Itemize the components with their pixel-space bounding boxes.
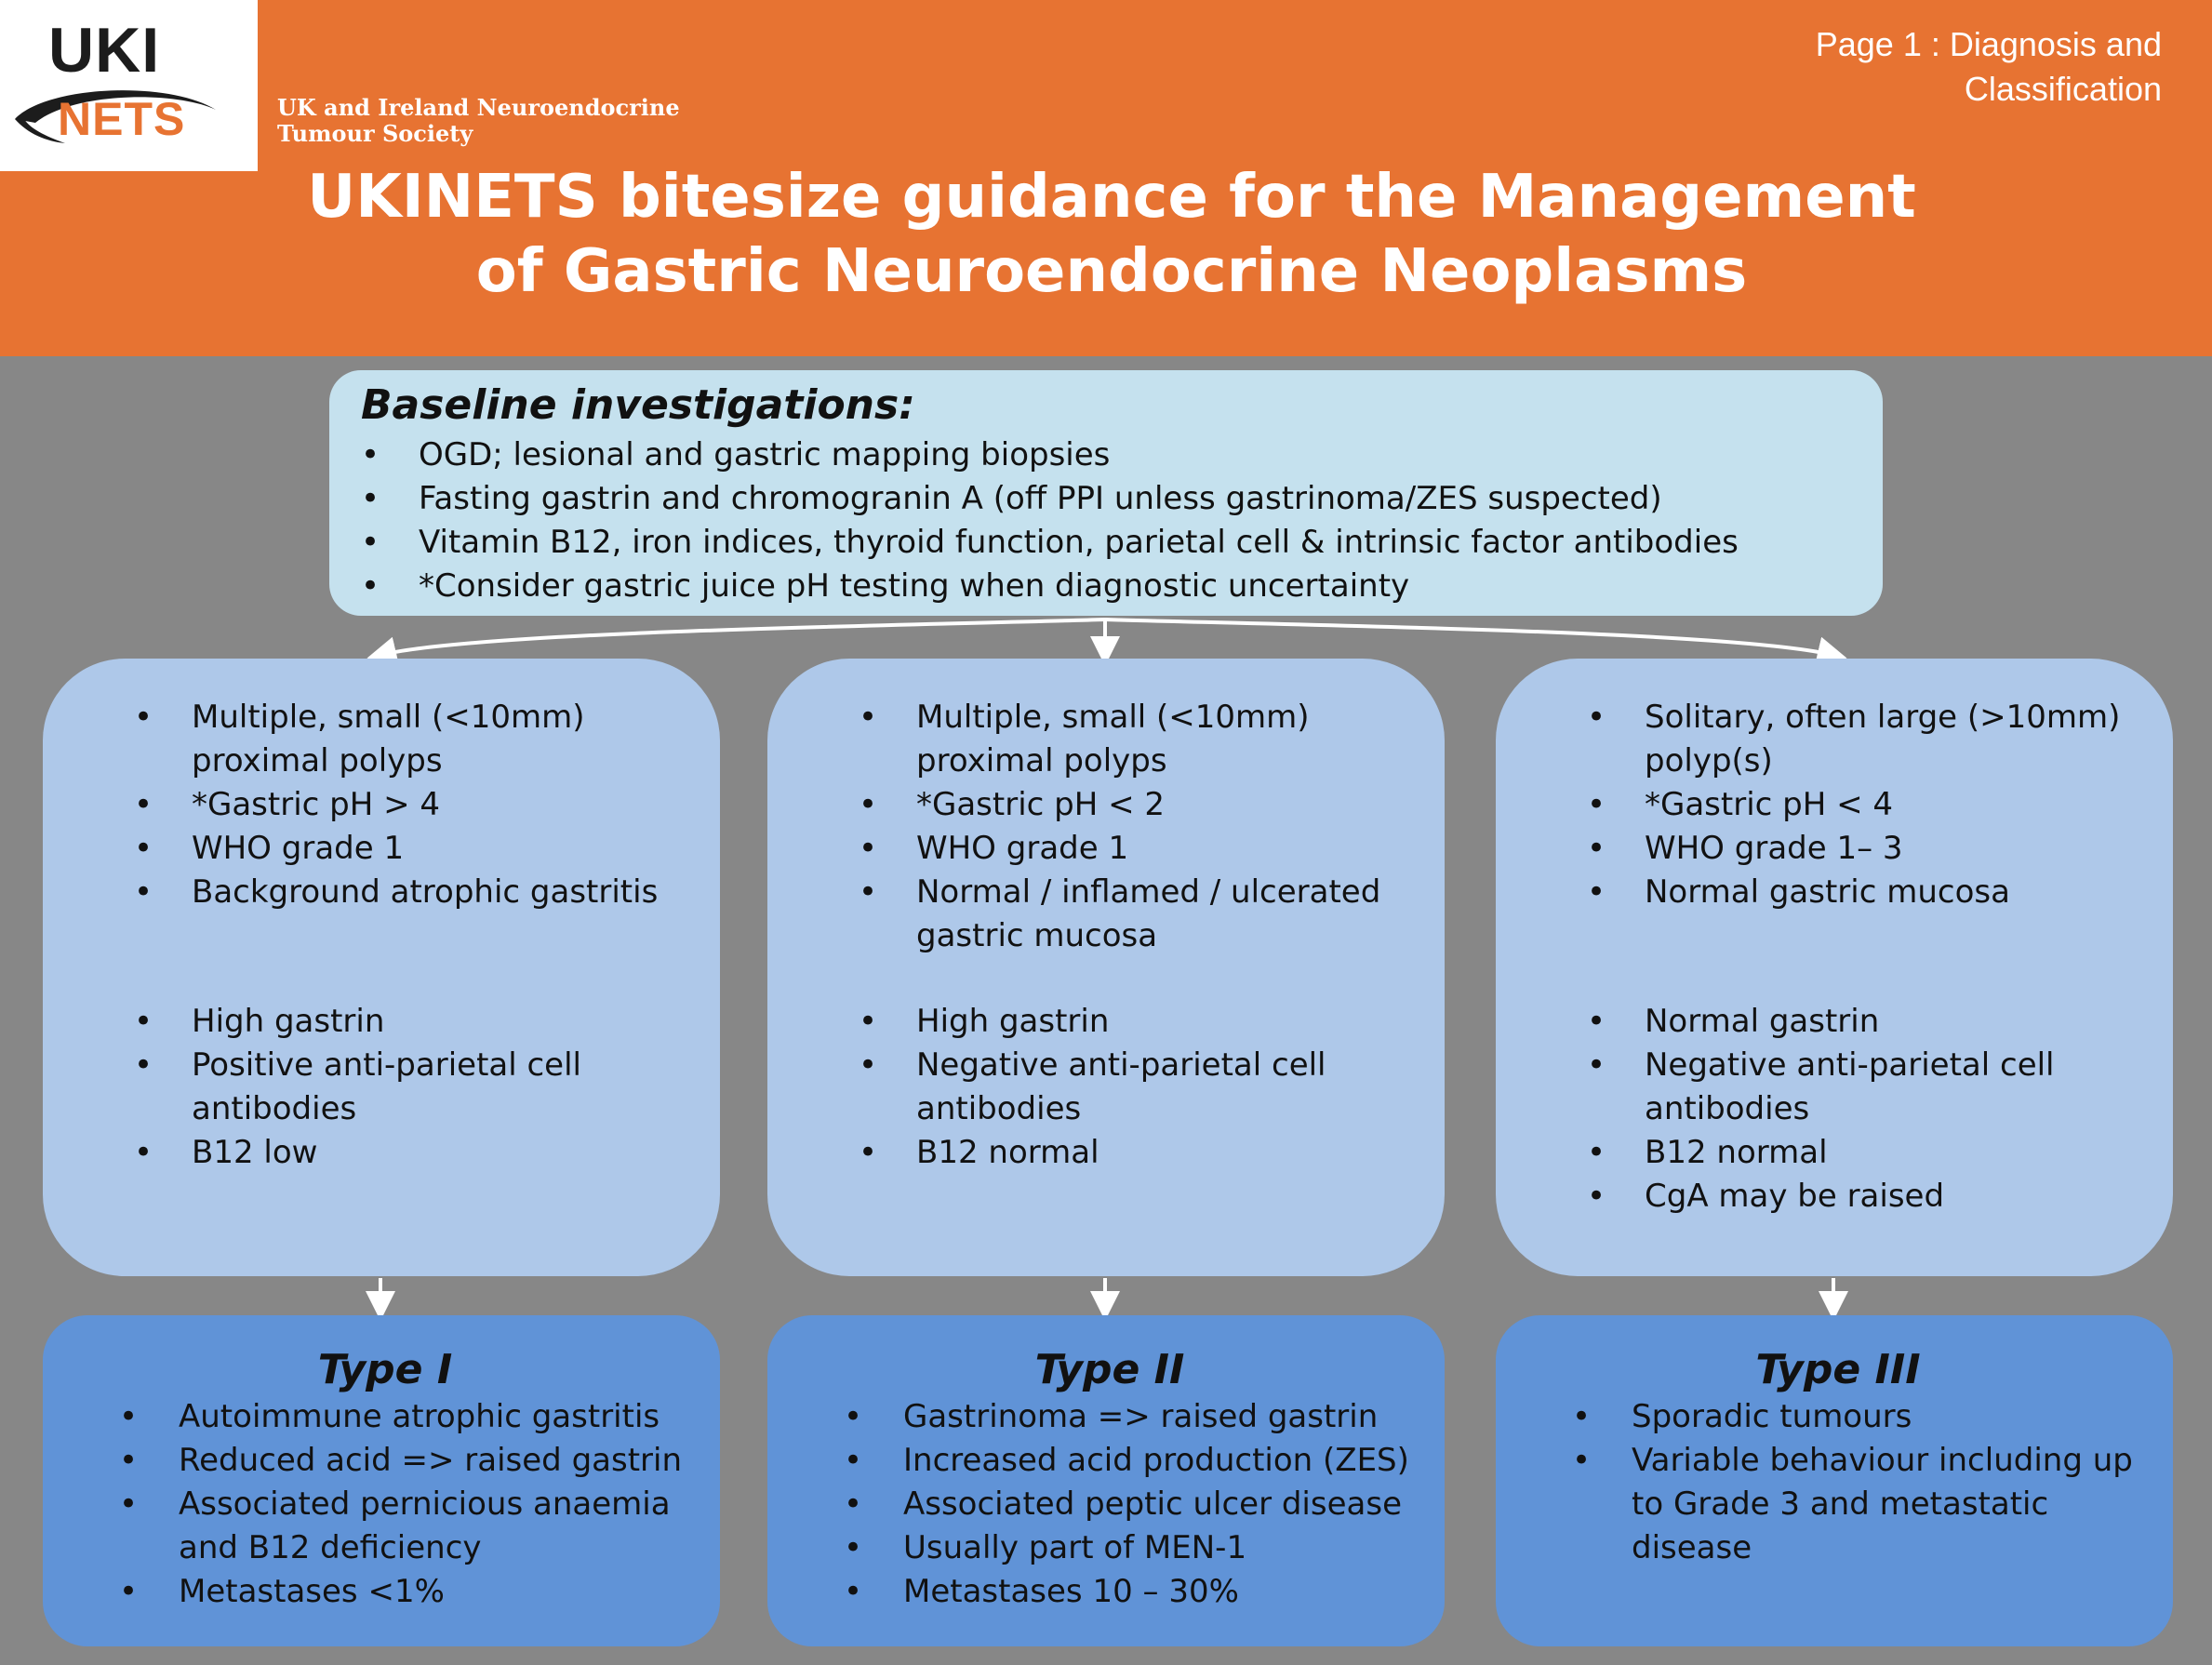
page-label-line: Classification: [1964, 70, 2162, 108]
criteria-item: [1548, 871, 2136, 914]
bullet-icon: •: [134, 699, 153, 736]
criteria-box-type3: [1496, 659, 2173, 1276]
criteria-item: [1548, 1000, 2136, 1044]
criteria-item: [820, 696, 1407, 783]
bullet-icon: •: [1572, 1442, 1592, 1479]
criteria-item-text: B12 normal: [1645, 1134, 1828, 1171]
type-item: [803, 1395, 1417, 1439]
bullet-icon: •: [1572, 1398, 1592, 1435]
baseline-heading: Baseline investigations:: [361, 381, 915, 429]
criteria-box-type2: [767, 659, 1445, 1276]
bullet-icon: •: [134, 1046, 153, 1084]
criteria-box-type1: [43, 659, 720, 1276]
criteria-item: [95, 783, 683, 827]
criteria-item: [820, 1044, 1407, 1131]
criteria-item-text: WHO grade 1– 3: [1645, 830, 1903, 867]
criteria-item: [95, 1000, 683, 1044]
bullet-icon: •: [844, 1529, 863, 1566]
baseline-item-text: *Consider gastric juice pH testing when diagnostic uncertainty: [419, 567, 1410, 605]
criteria-item: [1548, 696, 2136, 783]
bullet-icon: •: [134, 1003, 153, 1040]
criteria-item: [820, 1000, 1407, 1044]
bullet-icon: •: [361, 567, 380, 605]
criteria-item-text: High gastrin: [916, 1003, 1110, 1040]
criteria-item: [1548, 783, 2136, 827]
criteria-item-text: Multiple, small (<10mm) proximal polyps: [192, 699, 585, 779]
bullet-icon: •: [1587, 1178, 1606, 1215]
bullet-icon: •: [844, 1442, 863, 1479]
type-item: [803, 1483, 1417, 1526]
baseline-item: [361, 433, 1883, 477]
type-item: [78, 1439, 692, 1483]
bullet-icon: •: [134, 786, 153, 823]
logo-text-bottom: NETS: [58, 93, 186, 145]
type-item: [78, 1483, 692, 1570]
type-item: [803, 1439, 1417, 1483]
baseline-item: [361, 521, 1883, 565]
bullet-icon: •: [1587, 699, 1606, 736]
society-name-line: Tumour Society: [277, 120, 473, 147]
type-item-text: Increased acid production (ZES): [903, 1442, 1409, 1479]
type2-title: Type II: [1034, 1346, 1185, 1393]
bullet-icon: •: [1587, 830, 1606, 867]
criteria-item-text: Normal gastrin: [1645, 1003, 1880, 1040]
criteria-item: [820, 783, 1407, 827]
bullet-icon: •: [361, 480, 380, 517]
bullet-icon: •: [119, 1573, 139, 1610]
criteria-item-text: Multiple, small (<10mm) proximal polyps: [916, 699, 1310, 779]
bullet-icon: •: [859, 1003, 878, 1040]
bullet-icon: •: [844, 1398, 863, 1435]
criteria-item: [820, 871, 1407, 958]
criteria-item-text: Normal gastric mucosa: [1645, 873, 2010, 911]
baseline-item-text: Fasting gastrin and chromogranin A (off PPI unless gastrinoma/ZES suspected): [419, 480, 1662, 517]
type1-title: Type I: [317, 1346, 453, 1393]
criteria-item-text: Normal / inflamed / ulcerated gastric mucosa: [916, 873, 1381, 954]
criteria-item-text: High gastrin: [192, 1003, 385, 1040]
bullet-icon: •: [1587, 873, 1606, 911]
criteria-item: [1548, 1175, 2136, 1219]
bullet-icon: •: [119, 1485, 139, 1523]
criteria-item: [1548, 827, 2136, 871]
bullet-icon: •: [361, 524, 380, 561]
criteria-item-text: *Gastric pH > 4: [192, 786, 441, 823]
type-item: [803, 1570, 1417, 1614]
baseline-investigations-box: [329, 370, 1883, 616]
criteria-item-text: Negative anti-parietal cell antibodies: [916, 1046, 1326, 1127]
type2-box: [767, 1315, 1445, 1646]
baseline-item: [361, 477, 1883, 521]
criteria-item-text: WHO grade 1: [192, 830, 405, 867]
type3-box: [1496, 1315, 2173, 1646]
baseline-item: [361, 565, 1883, 608]
criteria-item-text: B12 normal: [916, 1134, 1099, 1171]
type-item-text: Gastrinoma => raised gastrin: [903, 1398, 1379, 1435]
type-item-text: Associated peptic ulcer disease: [903, 1485, 1402, 1523]
type-item-text: Variable behaviour including up to Grade 3 and metastatic disease: [1632, 1442, 2133, 1566]
bullet-icon: •: [859, 786, 878, 823]
criteria-item-text: Solitary, often large (>10mm) polyp(s): [1645, 699, 2121, 779]
criteria-item-text: CgA may be raised: [1645, 1178, 1945, 1215]
criteria-item: [820, 827, 1407, 871]
criteria-item-text: WHO grade 1: [916, 830, 1129, 867]
criteria-item-text: *Gastric pH < 2: [916, 786, 1166, 823]
type-item-text: Reduced acid => raised gastrin: [179, 1442, 683, 1479]
bullet-icon: •: [134, 1134, 153, 1171]
type-item-text: Autoimmune atrophic gastritis: [179, 1398, 660, 1435]
type-item: [1531, 1395, 2145, 1439]
type-item-text: Metastases <1%: [179, 1573, 445, 1610]
bullet-icon: •: [134, 873, 153, 911]
bullet-icon: •: [1587, 1046, 1606, 1084]
type-item-text: Sporadic tumours: [1632, 1398, 1912, 1435]
criteria-item-text: *Gastric pH < 4: [1645, 786, 1894, 823]
criteria-item-text: Background atrophic gastritis: [192, 873, 659, 911]
criteria-item-text: Positive anti-parietal cell antibodies: [192, 1046, 581, 1127]
criteria-item-text: Negative anti-parietal cell antibodies: [1645, 1046, 2055, 1127]
page-title-line: UKINETS bitesize guidance for the Management: [307, 163, 1916, 232]
bullet-icon: •: [361, 436, 380, 473]
baseline-item-text: OGD; lesional and gastric mapping biopsies: [419, 436, 1111, 473]
criteria-item: [95, 1131, 683, 1175]
bullet-icon: •: [119, 1442, 139, 1479]
type-item-text: Usually part of MEN-1: [903, 1529, 1247, 1566]
bullet-icon: •: [844, 1485, 863, 1523]
criteria-item: [1548, 1044, 2136, 1131]
bullet-icon: •: [859, 873, 878, 911]
criteria-item: [95, 1044, 683, 1131]
criteria-item: [95, 827, 683, 871]
type-item-text: Associated pernicious anaemia and B12 deficiency: [179, 1485, 671, 1566]
type-item: [78, 1570, 692, 1614]
type1-box: [43, 1315, 720, 1646]
bullet-icon: •: [134, 830, 153, 867]
bullet-icon: •: [119, 1398, 139, 1435]
criteria-item-text: B12 low: [192, 1134, 318, 1171]
arrow-to-type1-criteria: [381, 619, 1105, 655]
criteria-item: [1548, 1131, 2136, 1175]
page-title-line: of Gastric Neuroendocrine Neoplasms: [475, 237, 1748, 306]
criteria-item: [820, 1131, 1407, 1175]
bullet-icon: •: [859, 699, 878, 736]
arrow-to-type3-criteria: [1105, 619, 1832, 655]
type3-title: Type III: [1755, 1346, 1921, 1393]
baseline-item-text: Vitamin B12, iron indices, thyroid function, parietal cell & intrinsic factor antibodies: [419, 524, 1739, 561]
bullet-icon: •: [859, 830, 878, 867]
bullet-icon: •: [859, 1134, 878, 1171]
logo-text-top: UKI: [48, 15, 161, 86]
type-item: [803, 1526, 1417, 1570]
criteria-item: [95, 871, 683, 914]
page-label-line: Page 1 : Diagnosis and: [1815, 25, 2162, 63]
criteria-item: [95, 696, 683, 783]
society-name-line: UK and Ireland Neuroendocrine: [277, 94, 680, 121]
bullet-icon: •: [1587, 1003, 1606, 1040]
bullet-icon: •: [844, 1573, 863, 1610]
bullet-icon: •: [1587, 1134, 1606, 1171]
type-item: [1531, 1439, 2145, 1570]
type-item-text: Metastases 10 – 30%: [903, 1573, 1239, 1610]
bullet-icon: •: [859, 1046, 878, 1084]
bullet-icon: •: [1587, 786, 1606, 823]
type-item: [78, 1395, 692, 1439]
